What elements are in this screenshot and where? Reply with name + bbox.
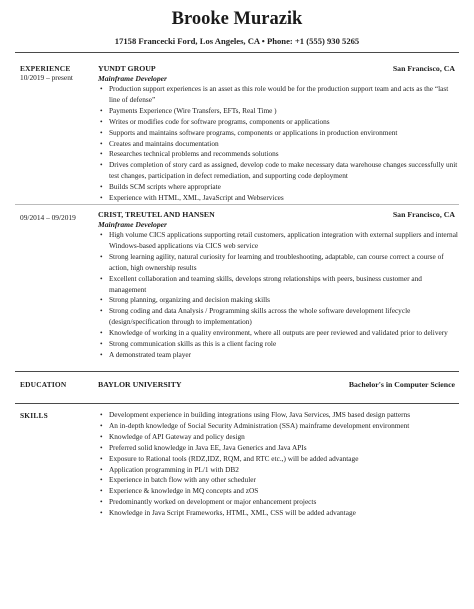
list-item: • Excellent collaboration and teaming skills, develops strong relationships with peers, business customer and management [98, 274, 460, 296]
job-bullet-list [98, 230, 460, 361]
job-employer: YUNDT GROUP [98, 64, 156, 73]
list-item: • Supports and maintains software programs, components or applications in production environment [98, 128, 460, 139]
job-role: Mainframe Developer [98, 74, 167, 83]
list-item: • Experience with HTML, XML, JavaScript and Webservices [98, 193, 460, 204]
list-item: • Production support experiences is an asset as this role would be for the production support team and acts as the “last line of defense” [98, 84, 460, 106]
school-name: BAYLOR UNIVERSITY [98, 380, 182, 389]
list-item: • Knowledge in Java Script Frameworks, HTML, XML, CSS will be added advantage [98, 508, 460, 519]
skills-list [98, 410, 460, 519]
job-dates: 10/2019 – present [20, 73, 73, 82]
list-item: • Creates and maintains documentation [98, 139, 460, 150]
list-item: • An in-depth knowledge of Social Security Administration (SSA) mainframe development environment [98, 421, 460, 432]
list-item: • Writes or modifies code for software programs, components or applications [98, 117, 460, 128]
section-label-skills: SKILLS [20, 411, 48, 420]
list-item: • Experience & knowledge in MQ concepts and zOS [98, 486, 460, 497]
list-item: • Preferred solid knowledge in Java EE, Java Generics and Java APIs [98, 443, 460, 454]
header-divider [15, 52, 459, 53]
list-item: • Experience in batch flow with any other scheduler [98, 475, 460, 486]
list-item: • Researches technical problems and recommends solutions [98, 149, 460, 160]
list-item: • Exposure to Rational tools (RDZ,IDZ, RQM, and RTC etc.,) will be added advantage [98, 454, 460, 465]
list-item: • Knowledge of working in a quality environment, where all outputs are peer reviewed and validated prior to delivery [98, 328, 460, 339]
list-item: • Strong learning agility, natural curiosity for learning and troubleshooting, adaptable, can course correct a course of action, high ownership results [98, 252, 460, 274]
section-divider [15, 371, 459, 372]
job-divider [15, 204, 459, 205]
contact-line: 17158 Francecki Ford, Los Angeles, CA • Phone: +1 (555) 930 5265 [114, 36, 360, 46]
job-bullet-list [98, 84, 460, 204]
list-item: • Builds SCM scripts where appropriate [98, 182, 460, 193]
list-item: • Knowledge of API Gateway and policy design [98, 432, 460, 443]
list-item: • Development experience in building integrations using Flow, Java Services, JMS based design patterns [98, 410, 460, 421]
candidate-name: Brooke Murazik [171, 9, 303, 29]
list-item: • Drives completion of story card as assigned, develop code to make necessary data warehouse changes successfully unit test changes, participation in defect remediation, and supporting code deployment [98, 160, 460, 182]
list-item: • High volume CICS applications supporting retail customers, application integration with external suppliers and internal Windows-based applications via CICS web service [98, 230, 460, 252]
list-item: • Strong coding and data Analysis / Programming skills across the whole software development lifecycle (design/specification through to implementation) [98, 306, 460, 328]
list-item: • A demonstrated team player [98, 350, 460, 361]
list-item: • Strong communication skills as this is a client facing role [98, 339, 460, 350]
degree: Bachelor's in Computer Science [348, 380, 455, 389]
job-dates: 09/2014 – 09/2019 [20, 213, 76, 222]
list-item: • Strong planning, organizing and decision making skills [98, 295, 460, 306]
section-label-experience: EXPERIENCE [20, 64, 71, 73]
list-item: • Application programming in PL/1 with DB2 [98, 465, 460, 476]
job-employer: CRIST, TREUTEL AND HANSEN [98, 210, 215, 219]
list-item: • Predominantly worked on development or major enhancement projects [98, 497, 460, 508]
job-location: San Francisco, CA [392, 64, 455, 73]
section-divider [15, 403, 459, 404]
job-role: Mainframe Developer [98, 220, 167, 229]
job-location: San Francisco, CA [392, 210, 455, 219]
section-label-education: EDUCATION [20, 380, 67, 389]
list-item: • Payments Experience (Wire Transfers, EFTs, Real Time ) [98, 106, 460, 117]
